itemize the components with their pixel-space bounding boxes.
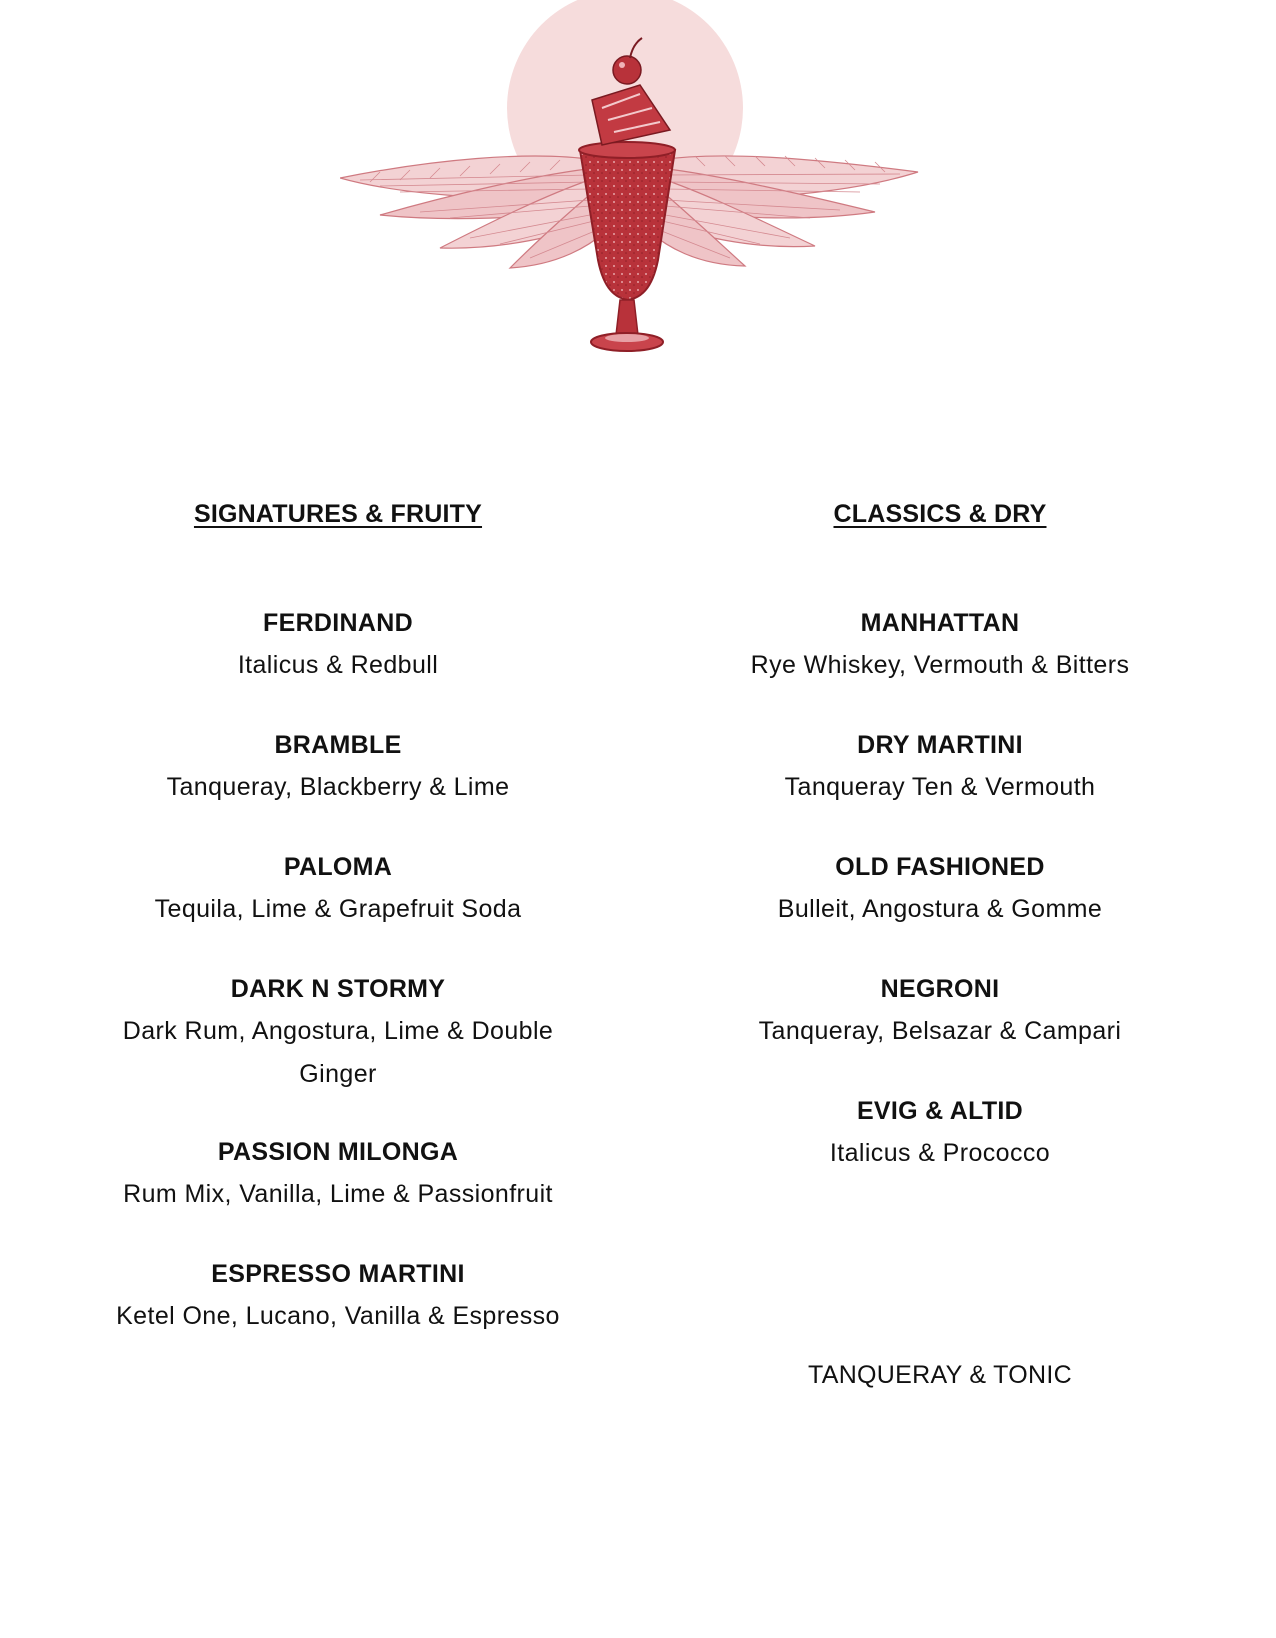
drink-item-evig-altid — [680, 1090, 1200, 1175]
drink-item-bramble — [78, 724, 598, 809]
drink-name: MANHATTAN — [860, 609, 1020, 637]
drink-description: Ketel One, Lucano, Vanilla & Espresso — [116, 1302, 560, 1330]
drink-name: PASSION MILONGA — [217, 1138, 459, 1166]
drink-item-paloma — [78, 846, 598, 931]
drink-description: Dark Rum, Angostura, Lime & Double Ginger — [122, 1017, 554, 1088]
drink-name: DARK N STORMY — [230, 975, 446, 1003]
drink-description: Bulleit, Angostura & Gomme — [777, 895, 1103, 923]
drink-item-passion-milonga — [78, 1131, 598, 1216]
right-wing — [650, 156, 918, 266]
left-wing — [340, 156, 605, 268]
drink-item-old-fashioned — [680, 846, 1200, 931]
classics-title: CLASSICS & DRY — [833, 500, 1047, 528]
cherry — [613, 56, 641, 84]
drink-name: DRY MARTINI — [857, 731, 1023, 759]
drink-description: Tanqueray, Blackberry & Lime — [166, 773, 510, 801]
tanqueray-tonic-item: TANQUERAY & TONIC — [808, 1361, 1072, 1389]
drink-name: FERDINAND — [263, 609, 413, 637]
winged-cocktail-logo — [340, 0, 960, 380]
drink-description: Italicus & Prococco — [829, 1139, 1051, 1167]
drink-name: OLD FASHIONED — [835, 853, 1045, 881]
drink-description: Rye Whiskey, Vermouth & Bitters — [750, 651, 1130, 679]
drink-item-dark-n-stormy — [78, 968, 598, 1096]
drink-name: EVIG & ALTID — [856, 1097, 1024, 1125]
drink-item-manhattan — [680, 602, 1200, 687]
drink-item-espresso-martini — [78, 1253, 598, 1338]
drink-item-negroni — [680, 968, 1200, 1053]
drink-name: PALOMA — [283, 853, 393, 881]
drink-description: Italicus & Redbull — [237, 651, 439, 679]
drink-item-ferdinand — [78, 602, 598, 687]
signatures-title: SIGNATURES & FRUITY — [193, 500, 483, 528]
glass-bowl — [580, 150, 675, 300]
drink-description: Rum Mix, Vanilla, Lime & Passionfruit — [123, 1180, 553, 1208]
winged-cocktail-glass-icon — [340, 0, 960, 380]
glass-stem — [616, 300, 638, 335]
drink-description: Tequila, Lime & Grapefruit Soda — [154, 895, 522, 923]
drink-name: NEGRONI — [880, 975, 1000, 1003]
drink-item-dry-martini — [680, 724, 1200, 809]
drink-name: BRAMBLE — [274, 731, 402, 759]
drink-description: Tanqueray Ten & Vermouth — [784, 773, 1096, 801]
drink-name: ESPRESSO MARTINI — [211, 1260, 465, 1288]
drink-description: Tanqueray, Belsazar & Campari — [758, 1017, 1122, 1045]
